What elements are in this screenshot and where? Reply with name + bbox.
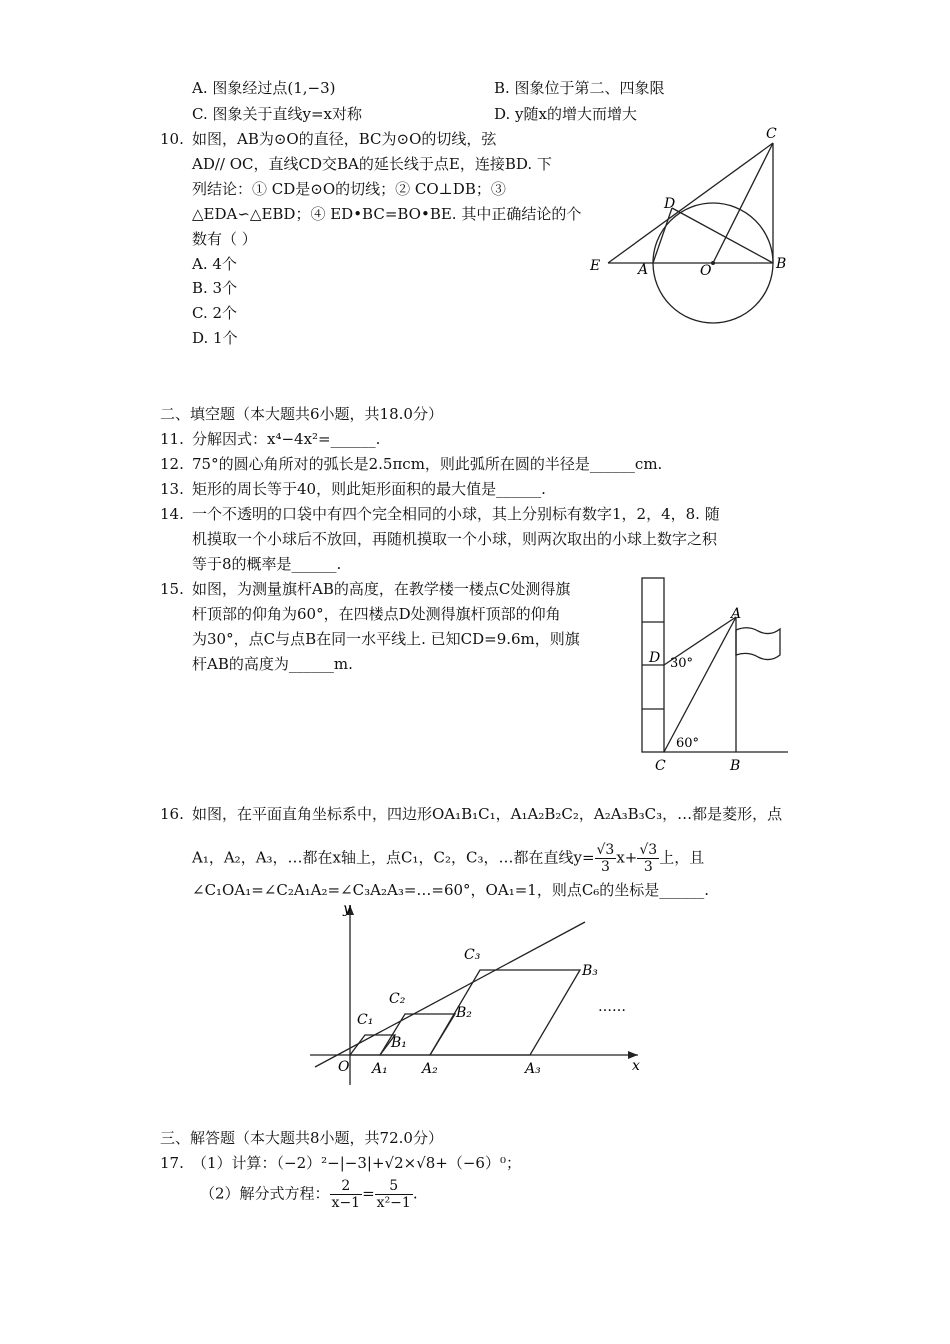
q16-label-c3: C₃ — [464, 947, 481, 963]
q15-line-1: 如图，为测量旗杆AB的高度，在教学楼一楼点C处测得旗 — [192, 580, 571, 598]
q10-center-dot — [711, 261, 715, 265]
q10-label-b: B — [776, 256, 787, 272]
q10-label-d: D — [664, 196, 676, 212]
q10-line-1: 如图，AB为⊙O的直径，BC为⊙O的切线，弦 — [192, 130, 497, 148]
q15-label-b: B — [730, 758, 741, 774]
q10-label-a: A — [638, 262, 649, 278]
q16-frac2-num: √3 — [639, 842, 658, 858]
q16-frac1-den: 3 — [600, 859, 610, 875]
q9-option-a: A. 图象经过点(1,−3) — [192, 79, 336, 97]
section-3-title: 三、解答题（本大题共8小题，共72.0分） — [160, 1129, 443, 1147]
q10-line-co — [713, 143, 773, 263]
q10-option-d: D. 1个 — [192, 329, 238, 347]
q15-label-60: 60° — [676, 736, 700, 751]
q16-figure — [300, 895, 660, 1090]
q16-label-c1: C₁ — [357, 1012, 374, 1028]
q17-frac2-num: 5 — [375, 1178, 413, 1195]
q17-equals: = — [362, 1184, 375, 1203]
q15-figure — [630, 575, 800, 775]
q15-line-3: 为30°，点C与点B在同一水平线上. 已知CD=9.6m，则旗 — [192, 630, 580, 648]
q16-rhombus-1 — [350, 1035, 395, 1055]
q10-option-b: B. 3个 — [192, 279, 238, 297]
q15-flag — [736, 628, 780, 660]
q16-label-b2: B₂ — [456, 1005, 472, 1021]
section-2-title: 二、填空题（本大题共6小题，共18.0分） — [160, 405, 443, 423]
q16-label-a3: A₃ — [525, 1061, 541, 1077]
q10-label-o: O — [700, 263, 712, 279]
q15-line-2: 杆顶部的仰角为60°，在四楼点D处测得旗杆顶部的仰角 — [192, 605, 561, 623]
q13-text: 矩形的周长等于40，则此矩形面积的最大值是______. — [192, 480, 546, 498]
q16-label-c2: C₂ — [389, 991, 406, 1007]
q10-line-2: AD// OC，直线CD交BA的延长线于点E，连接BD. 下 — [192, 155, 552, 173]
q10-label-e: E — [590, 258, 601, 274]
q10-number: 10. — [160, 130, 184, 148]
q15-label-30: 30° — [670, 656, 694, 671]
q15-line-4: 杆AB的高度为______m. — [192, 655, 353, 673]
q16-frac2-den: 3 — [643, 859, 653, 875]
q17-end: . — [412, 1184, 418, 1203]
q16-label-o: O — [338, 1059, 350, 1075]
q16-label-dots: …… — [598, 999, 626, 1015]
q17-number: 17. — [160, 1154, 184, 1172]
q16-label-b3: B₃ — [582, 963, 598, 979]
q10-line-4: △EDA∽△EBD；④ ED•BC=BO•BE. 其中正确结论的个 — [192, 205, 582, 223]
q16-number: 16. — [160, 805, 184, 823]
q10-option-c: C. 2个 — [192, 304, 238, 322]
q15-line-ca — [664, 617, 736, 752]
q17-part-2-prefix: （2）解分式方程： — [200, 1184, 330, 1203]
q16-label-x: x — [632, 1058, 640, 1074]
q16-line-y — [315, 922, 585, 1067]
q16-line-2b: x+ — [616, 848, 638, 867]
q9-option-d: D. y随x的增大而增大 — [494, 105, 637, 123]
q16-line-2a: A₁，A₂，A₃，…都在x轴上，点C₁，C₂，C₃，…都在直线y= — [192, 848, 595, 867]
q14-line-2: 机摸取一个小球后不放回，再随机摸取一个小球，则两次取出的小球上数字之积 — [192, 530, 718, 548]
q14-line-3: 等于8的概率是______. — [192, 555, 342, 573]
q12-text: 75°的圆心角所对的弧长是2.5πcm，则此弧所在圆的半径是______cm. — [192, 455, 663, 473]
q15-label-c: C — [655, 758, 666, 774]
q10-figure — [580, 120, 800, 330]
q16-frac1-num: √3 — [596, 842, 615, 858]
q14-line-1: 一个不透明的口袋中有四个完全相同的小球，其上分别标有数字1，2，4，8. 随 — [192, 505, 720, 523]
q17-fraction-1 — [330, 1178, 363, 1211]
q9-option-c: C. 图象关于直线y=x对称 — [192, 105, 362, 123]
q16-line-2 — [192, 842, 704, 875]
q16-label-y: y — [343, 901, 351, 917]
q12-number: 12. — [160, 455, 184, 473]
q10-label-c: C — [766, 126, 777, 142]
q11-text: 分解因式：x⁴−4x²=______. — [192, 430, 381, 448]
q10-option-a: A. 4个 — [192, 255, 237, 273]
q17-frac2-den: x²−1 — [376, 1195, 411, 1211]
q10-line-ec — [608, 143, 773, 263]
q13-number: 13. — [160, 480, 184, 498]
q16-fraction-1 — [595, 842, 617, 875]
q15-number: 15. — [160, 580, 184, 598]
q9-option-b: B. 图象位于第二、四象限 — [494, 79, 665, 97]
q10-line-db — [672, 208, 773, 263]
q16-line-2c: 上，且 — [659, 848, 705, 867]
q15-label-a: A — [731, 606, 742, 622]
q16-line-1: 如图，在平面直角坐标系中，四边形OA₁B₁C₁，A₁A₂B₂C₂，A₂A₃B₃C₃，…都是菱形，点 — [192, 805, 783, 823]
q16-fraction-2 — [637, 842, 659, 875]
q17-frac1-num: 2 — [330, 1178, 363, 1195]
q10-line-3: 列结论：① CD是⊙O的切线；② CO⊥DB；③ — [192, 180, 506, 198]
q16-label-a1: A₁ — [372, 1061, 388, 1077]
q14-number: 14. — [160, 505, 184, 523]
q16-label-b1: B₁ — [391, 1035, 407, 1051]
q15-label-d: D — [649, 650, 661, 666]
q16-rhombus-3 — [430, 970, 580, 1055]
q10-line-5: 数有（ ） — [192, 230, 257, 248]
q17-fraction-2 — [375, 1178, 413, 1211]
q11-number: 11. — [160, 430, 184, 448]
q16-line-3: ∠C₁OA₁=∠C₂A₁A₂=∠C₃A₂A₃=…=60°，OA₁=1，则点C₆的坐标是______. — [192, 881, 710, 899]
q17-part-2 — [200, 1178, 418, 1211]
q16-label-a2: A₂ — [422, 1061, 438, 1077]
q17-part-1: （1）计算：（−2）²−|−3|+√2×√8+（−6）⁰； — [192, 1154, 521, 1172]
q17-frac1-den: x−1 — [331, 1195, 361, 1211]
q10-line-da — [653, 208, 672, 263]
